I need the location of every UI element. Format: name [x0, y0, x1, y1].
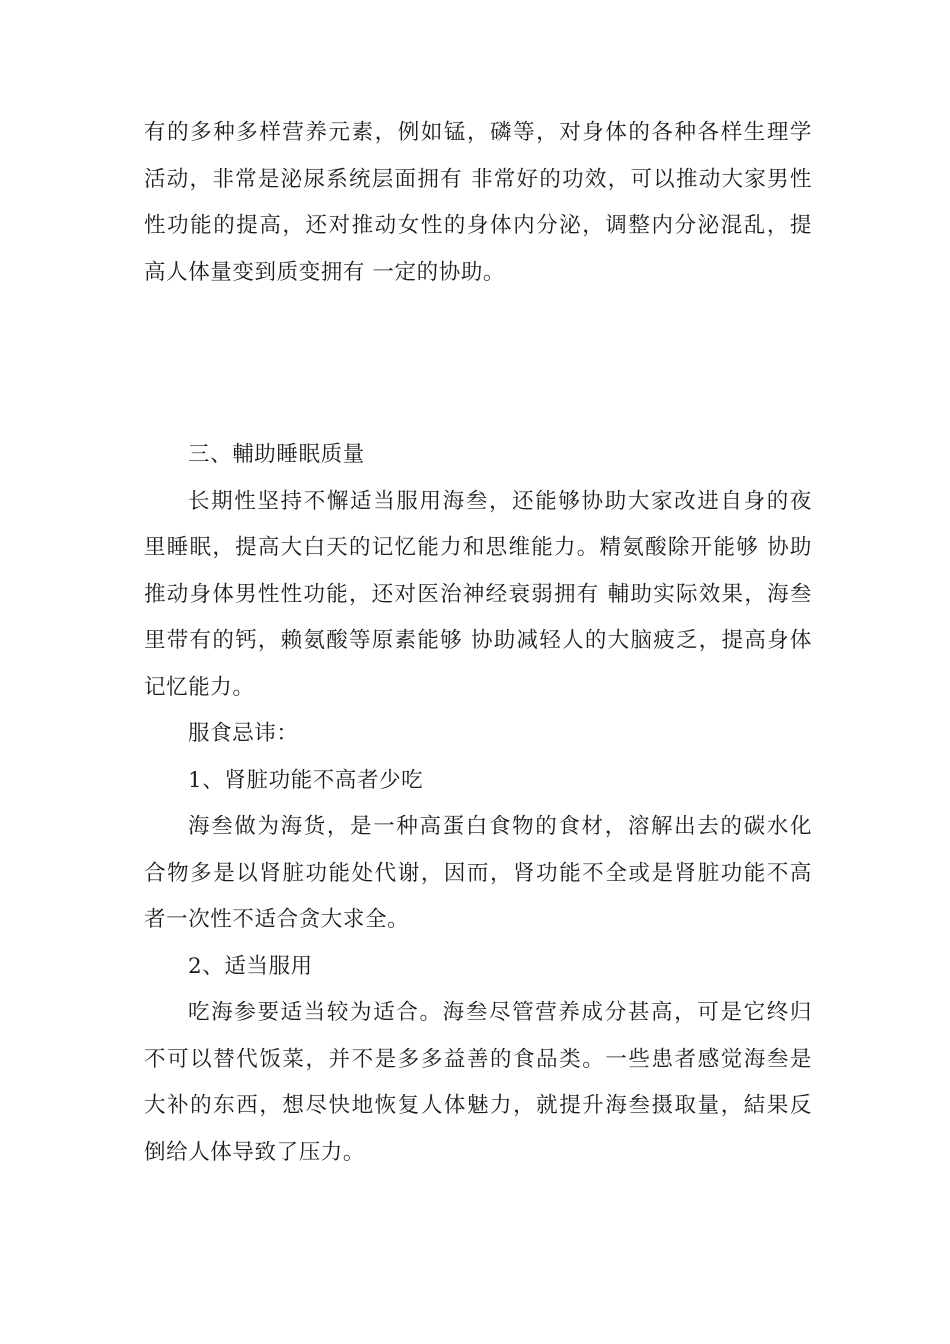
paragraph-nutrition-continued: [144, 110, 812, 296]
section-heading: 三、輔助睡眠质量: [188, 442, 365, 467]
text-line: 性功能的提高，还对推动女性的身体内分泌，调整内分泌混乱，提: [144, 213, 812, 238]
paragraph-text: [144, 479, 812, 712]
section-sleep-quality: [144, 432, 812, 1176]
text-line: 倒给人体导致了压力。: [144, 1139, 366, 1165]
item-1-heading: 1、肾脏功能不高者少吃: [188, 767, 424, 793]
taboo-heading: 服食忌讳：: [188, 721, 299, 746]
text-line: 里睡眠，提高大白天的记忆能力和思维能力。精氨酸除开能够 协助: [144, 535, 812, 560]
text-line: 长期性坚持不懈适当服用海叁，还能够协助大家改进自身的夜: [188, 488, 812, 514]
text-line: 里带有的钙，赖氨酸等原素能够 协助减轻人的大脑疲乏，提高身体: [144, 628, 812, 653]
paragraph-text: [144, 990, 812, 1176]
text-line: 记忆能力。: [144, 674, 255, 700]
text-line: 活动，非常是泌尿系统层面拥有 非常好的功效，可以推动大家男性: [144, 166, 812, 192]
text-line: 者一次性不适合贪大求全。: [144, 907, 410, 932]
paragraph-text: [144, 804, 812, 944]
paragraph-text: [144, 110, 812, 296]
text-line: 吃海参要适当较为适合。海叁尽管营养成分甚高，可是它终归: [188, 1000, 812, 1025]
item-2-heading: 2、适当服用: [188, 953, 313, 979]
text-line: 海叁做为海货，是一种高蛋白食物的食材，溶解出去的碳水化: [188, 814, 812, 839]
text-line: 合物多是以肾脏功能处代谢，因而，肾功能不全或是肾脏功能不高: [144, 860, 812, 886]
text-line: 高人体量变到质变拥有 一定的协助。: [144, 259, 506, 285]
text-line: 大补的东西，想尽快地恢复人体魅力，就提升海叁摄取量，結果反: [144, 1093, 812, 1118]
text-line: 推动身体男性性功能，还对医治神经衰弱拥有 輔助实际效果，海叁: [144, 581, 812, 607]
text-line: 有的多种多样营养元素，例如锰，磷等，对身体的各种各样生理学: [144, 120, 812, 145]
text-line: 不可以替代饭菜，并不是多多益善的食品类。一些患者感觉海叁是: [144, 1046, 812, 1072]
